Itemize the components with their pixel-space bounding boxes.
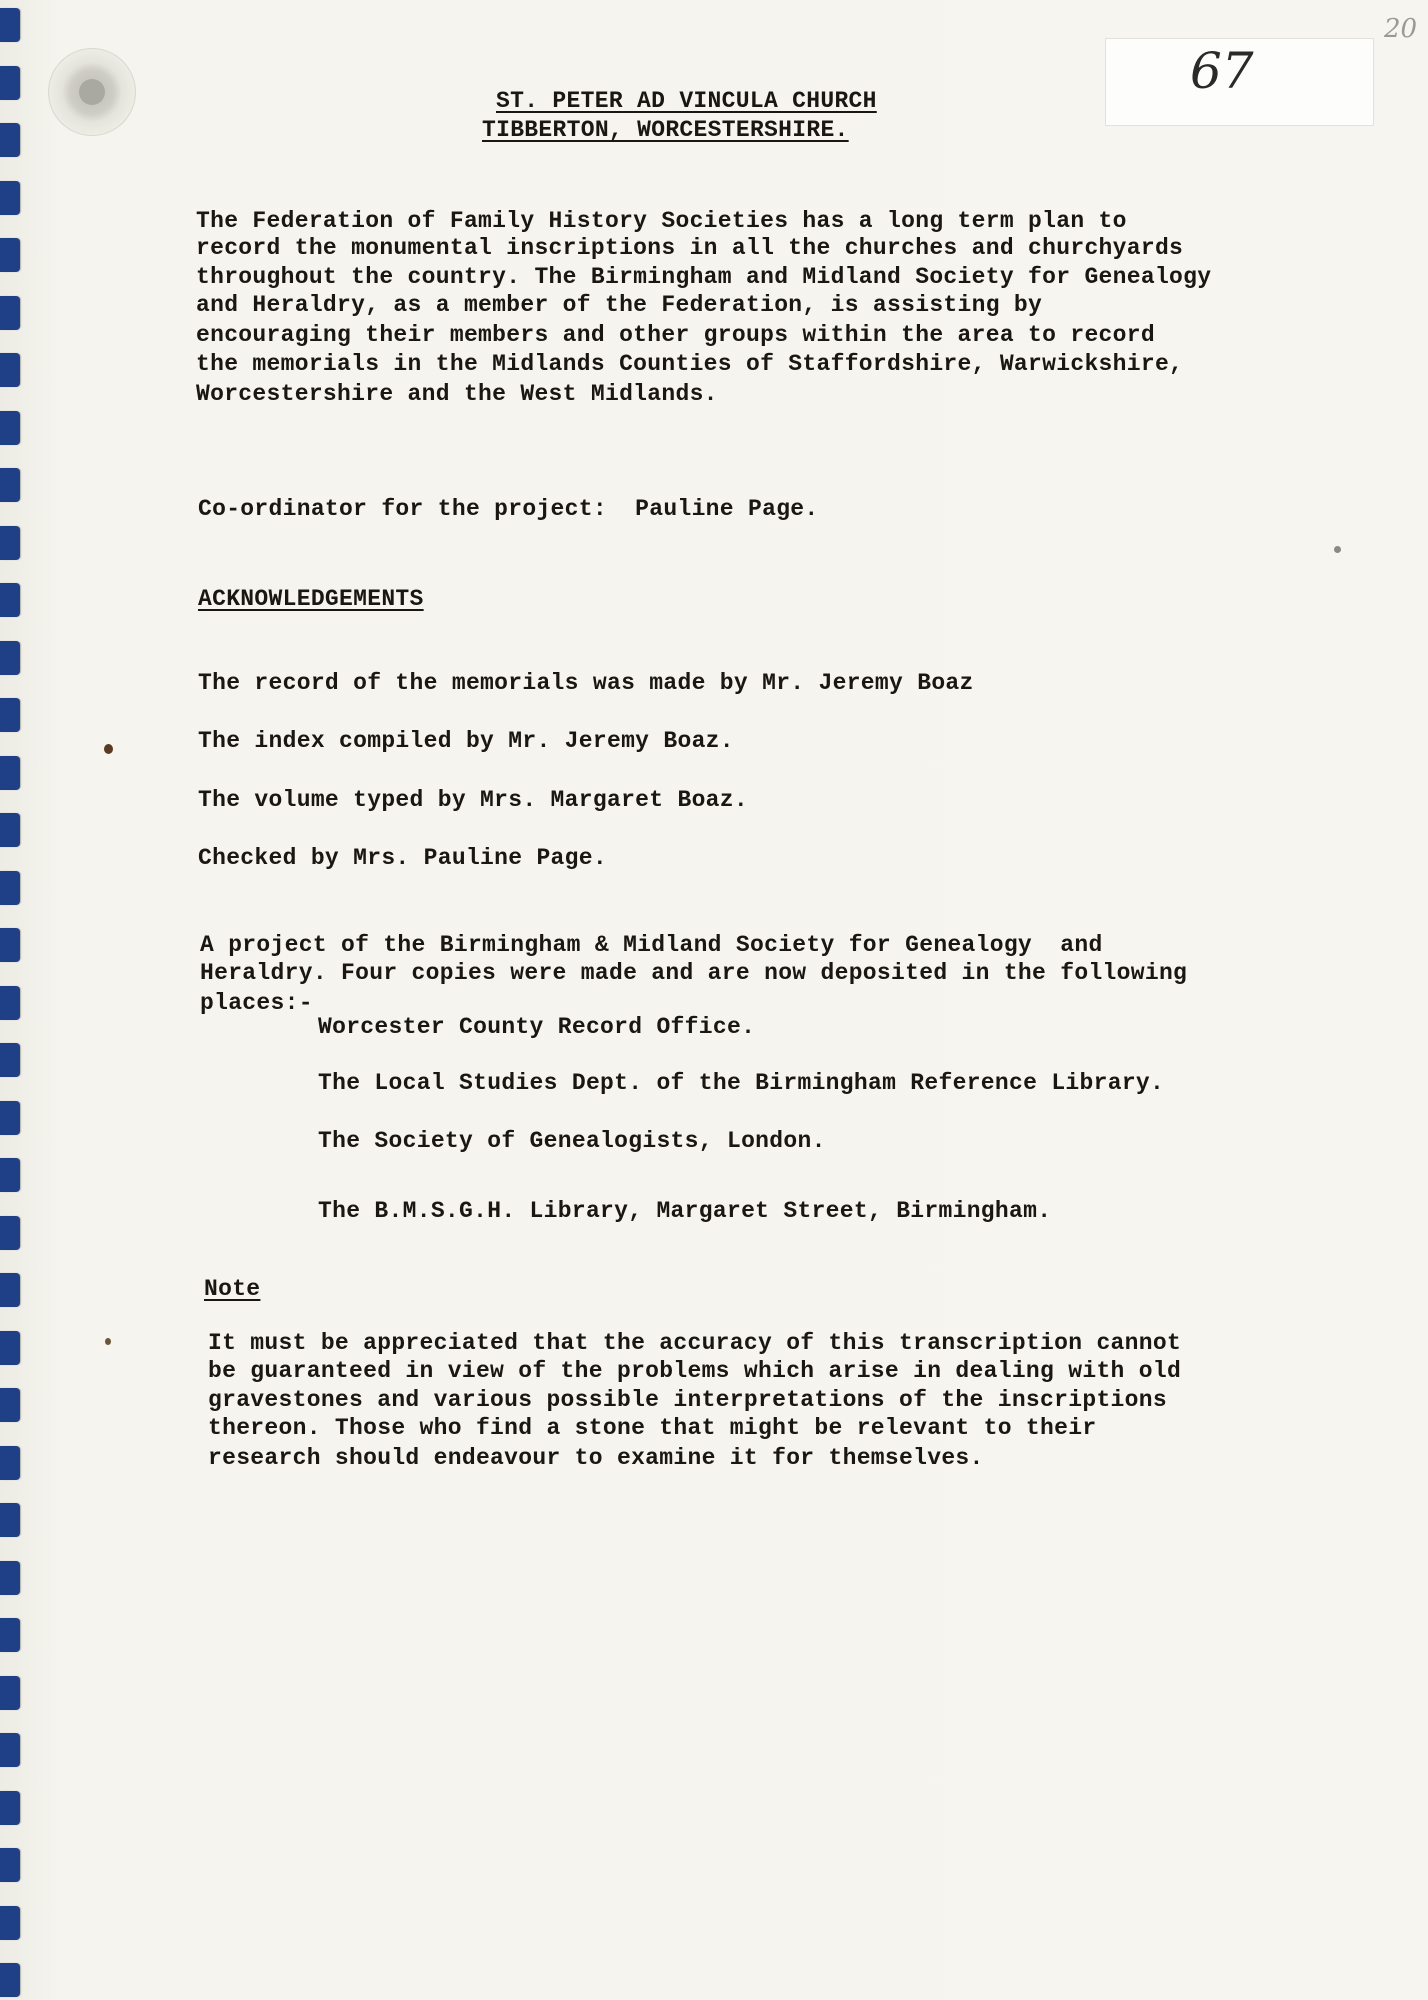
intro-line: encouraging their members and other groups within the area to record bbox=[196, 322, 1155, 348]
intro-line: record the monumental inscriptions in all the churches and churchyards bbox=[196, 235, 1184, 261]
note-line: be guaranteed in view of the problems which arise in dealing with old bbox=[208, 1358, 1182, 1384]
intro-line: Worcestershire and the West Midlands. bbox=[196, 381, 718, 407]
project-line: Heraldry. Four copies were made and are now deposited in the following bbox=[200, 960, 1188, 986]
intro-line: The Federation of Family History Societies has a long term plan to bbox=[196, 208, 1127, 234]
note-line: thereon. Those who find a stone that might be relevant to their bbox=[208, 1415, 1097, 1441]
intro-line: and Heraldry, as a member of the Federation, is assisting by bbox=[196, 292, 1043, 318]
stain-speck bbox=[105, 1338, 111, 1345]
coordinator-line: Co-ordinator for the project: Pauline Page. bbox=[198, 496, 819, 522]
acknowledgement-line: The record of the memorials was made by Mr. Jeremy Boaz bbox=[198, 670, 974, 696]
acknowledgement-line: Checked by Mrs. Pauline Page. bbox=[198, 845, 607, 871]
acknowledgement-line: The volume typed by Mrs. Margaret Boaz. bbox=[198, 787, 748, 813]
note-line: research should endeavour to examine it for themselves. bbox=[208, 1445, 984, 1471]
stain-speck bbox=[1334, 546, 1341, 553]
stain-speck bbox=[104, 744, 113, 754]
note-heading: Note bbox=[204, 1276, 261, 1302]
title-line-1: ST. PETER AD VINCULA CHURCH bbox=[496, 88, 877, 114]
place-line: The Society of Genealogists, London. bbox=[318, 1128, 826, 1154]
intro-line: throughout the country. The Birmingham and Midland Society for Genealogy bbox=[196, 264, 1212, 290]
acknowledgements-heading: ACKNOWLEDGEMENTS bbox=[198, 586, 424, 612]
place-line: The Local Studies Dept. of the Birmingham Reference Library. bbox=[318, 1070, 1165, 1096]
page-number: 67 bbox=[1190, 42, 1254, 100]
place-line: The B.M.S.G.H. Library, Margaret Street, Birmingham. bbox=[318, 1198, 1052, 1224]
intro-line: the memorials in the Midlands Counties of Staffordshire, Warwickshire, bbox=[196, 351, 1184, 377]
acknowledgement-line: The index compiled by Mr. Jeremy Boaz. bbox=[198, 728, 734, 754]
note-line: gravestones and various possible interpretations of the inscriptions bbox=[208, 1387, 1167, 1413]
place-line: Worcester County Record Office. bbox=[318, 1014, 756, 1040]
note-line: It must be appreciated that the accuracy of this transcription cannot bbox=[208, 1330, 1182, 1356]
project-line: A project of the Birmingham & Midland Society for Genealogy and bbox=[200, 932, 1103, 958]
project-line: places:- bbox=[200, 990, 313, 1016]
corner-mark: 20 bbox=[1384, 14, 1418, 44]
title-line-2: TIBBERTON, WORCESTERSHIRE. bbox=[482, 117, 849, 143]
